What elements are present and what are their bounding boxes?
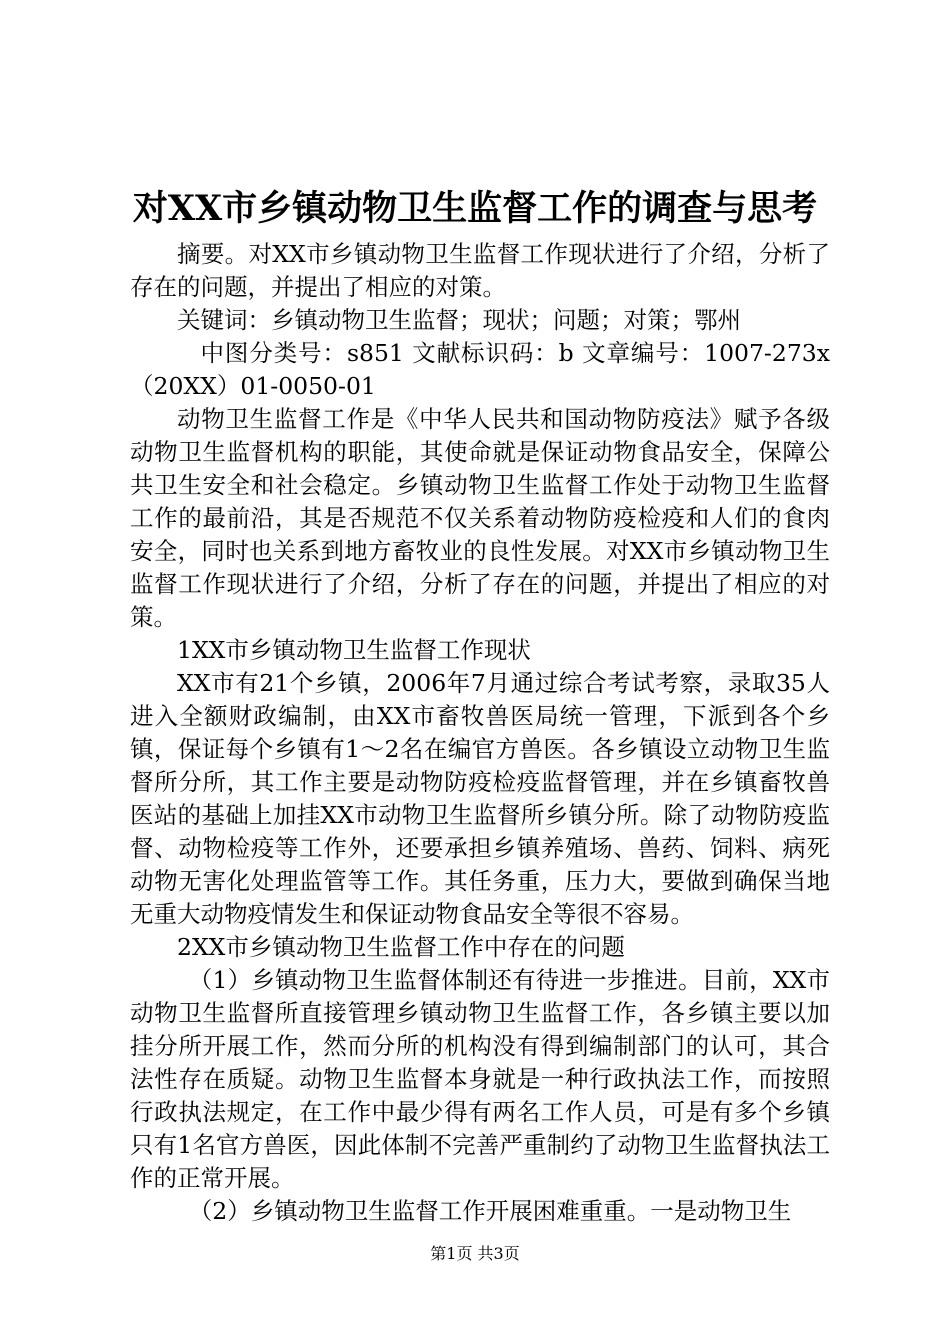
problem-item-1: （1）乡镇动物卫生监督体制还有待进一步推进。目前，XX市动物卫生监督所直接管理乡镇动物卫生监督工作，各乡镇主要以加挂分所开展工作，然而分所的机构没有得到编制部门的认可，其合法性存在质疑。动物卫生监督本身就是一种行政执法工作，而按照行政执法规定，在工作中最少得有两名工作人员，可是有多个乡镇只有1名官方兽医，因此体制不完善严重制约了动物卫生监督执法工作的正常开展。 [130, 966, 830, 1192]
section-1-paragraph: XX市有21个乡镇，2006年7月通过综合考试考察，录取35人进入全额财政编制，由XX市畜牧兽医局统一管理，下派到各个乡镇，保证每个乡镇有1～2名在编官方兽医。各乡镇设立动物卫生监督所分所，其工作主要是动物防疫检疫监督管理，并在乡镇畜牧兽医站的基础上加挂XX市动物卫生监督所乡镇分所。除了动物防疫监督、动物检疫等工作外，还要承担乡镇养殖场、兽药、饲料、病死动物无害化处理监管等工作。其任务重，压力大，要做到确保当地无重大动物疫情发生和保证动物食品安全等很不容易。 [130, 669, 830, 928]
section-heading-1: 1XX市乡镇动物卫生监督工作现状 [177, 636, 531, 664]
keywords-paragraph: 关键词：乡镇动物卫生监督；现状；问题；对策；鄂州 [177, 306, 741, 334]
document-title: 对XX市乡镇动物卫生监督工作的调查与思考 [132, 188, 818, 229]
problem-item-2: （2）乡镇动物卫生监督工作开展困难重重。一是动物卫生 [188, 1197, 792, 1225]
document-body [130, 238, 830, 1228]
intro-paragraph: 动物卫生监督工作是《中华人民共和国动物防疫法》赋予各级动物卫生监督机构的职能，其使命就是保证动物食品安全，保障公共卫生安全和社会稳定。乡镇动物卫生监督工作处于动物卫生监督工作的最前沿，其是否规范不仅关系着动物防疫检疫和人们的食肉安全，同时也关系到地方畜牧业的良性发展。对XX市乡镇动物卫生监督工作现状进行了介绍，分析了存在的问题，并提出了相应的对策。 [130, 405, 830, 631]
section-heading-2: 2XX市乡镇动物卫生监督工作中存在的问题 [177, 933, 625, 961]
page-footer: 第1页 共3页 [430, 1244, 520, 1263]
classification-paragraph: 中图分类号：s851 文献标识码：b 文章编号：1007-273x（20XX）01-0050-01 [130, 339, 830, 400]
abstract-paragraph: 摘要。对XX市乡镇动物卫生监督工作现状进行了介绍，分析了存在的问题，并提出了相应的对策。 [130, 240, 830, 301]
